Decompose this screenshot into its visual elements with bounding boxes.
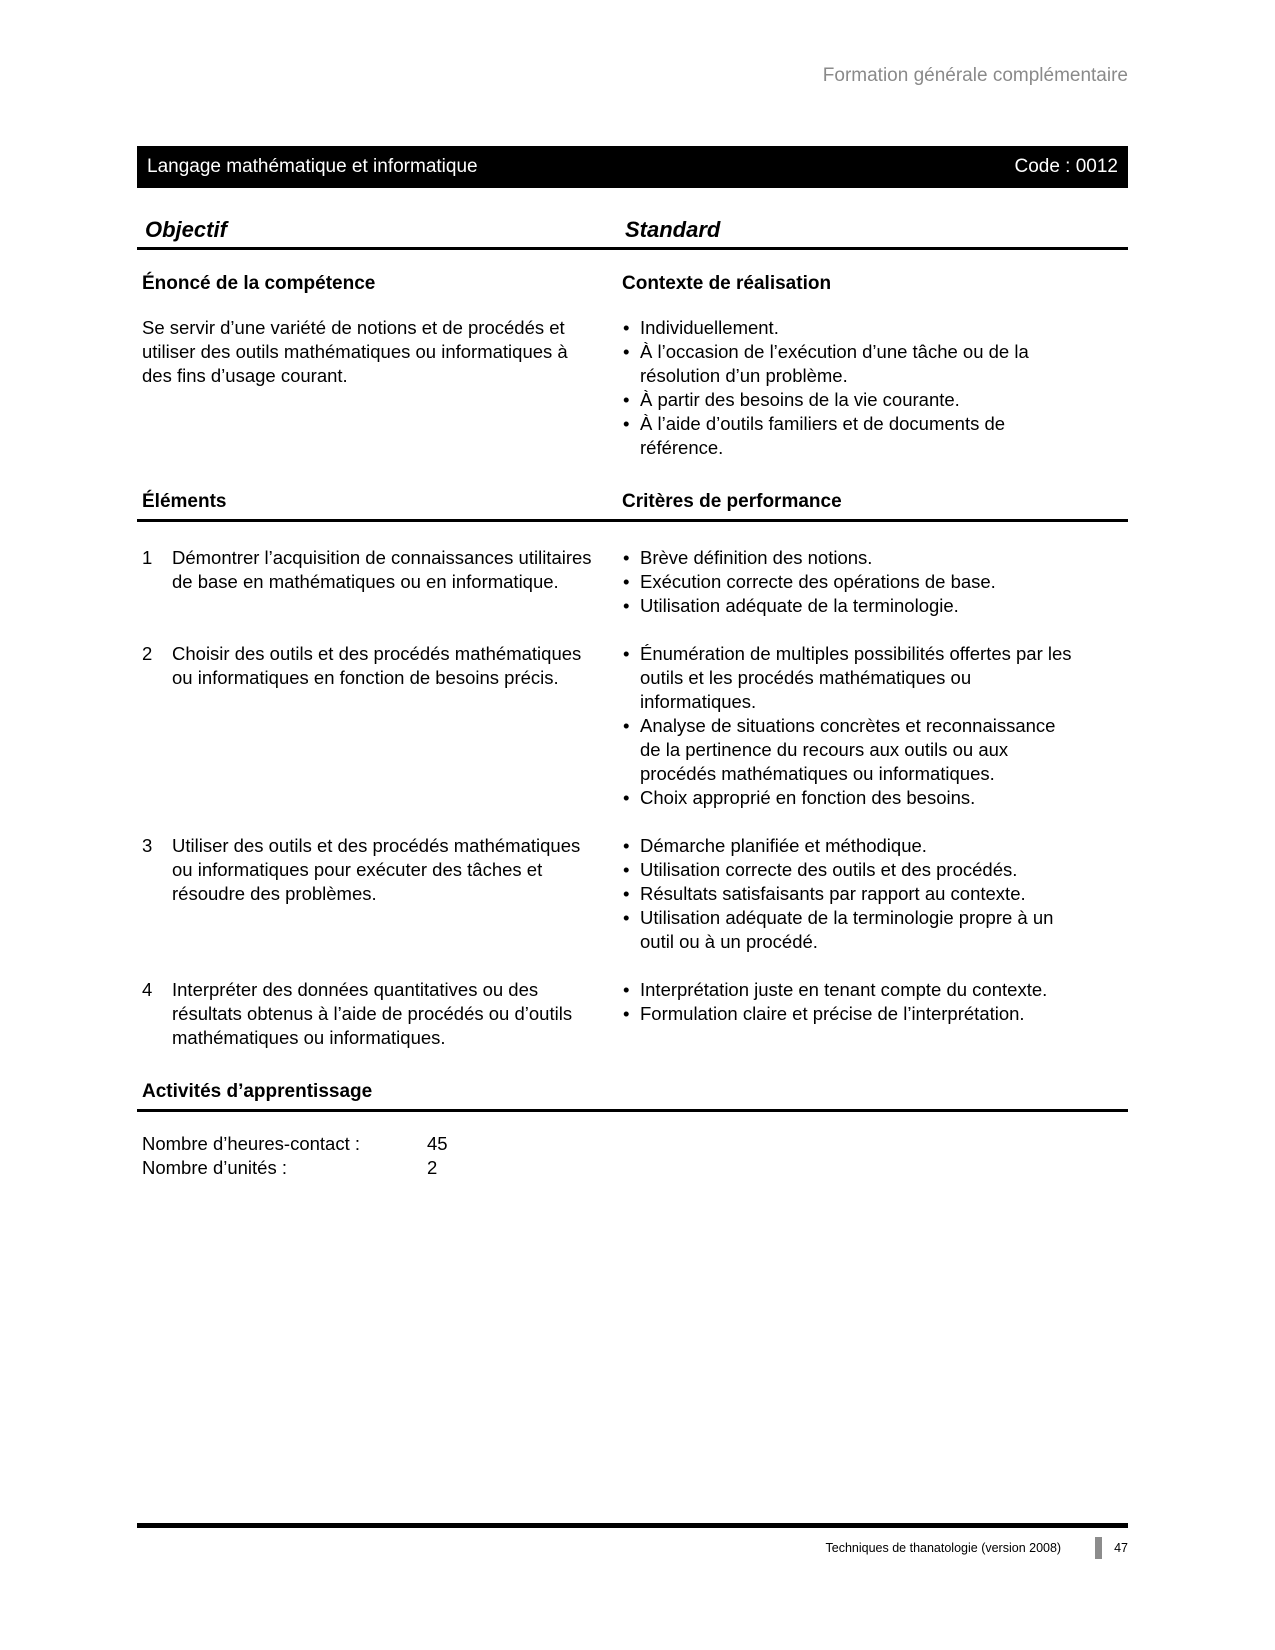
critere-bullet: • Exécution correcte des opérations de base. [617,570,1080,594]
element-number: 1 [142,547,153,568]
elements-criteres-heading-row [137,490,1128,522]
hours-label: Nombre d’heures-contact : [142,1133,360,1154]
element-number: 2 [142,643,153,664]
contexte-heading: Contexte de réalisation [622,273,832,294]
element-row [137,834,1128,954]
element-row [137,642,1128,810]
units-row [142,1156,1128,1180]
element-number: 4 [142,979,153,1000]
criteres-bullet-list [617,642,1080,810]
element-text: Utiliser des outils et des procédés mathématiques ou informatiques pour exécuter des tâches et résoudre des problèmes. [172,835,581,904]
competence-text: Se servir d’une variété de notions et de procédés et utiliser des outils mathématiques ou informatiques à des fins d’usage courant. [142,317,568,386]
units-label: Nombre d’unités : [142,1157,287,1178]
critere-bullet: • Utilisation adéquate de la terminologie propre à un outil ou à un procédé. [617,906,1080,954]
element-number: 3 [142,835,153,856]
critere-bullet: • Utilisation correcte des outils et des procédés. [617,858,1080,882]
footer-doc-label: Techniques de thanatologie (version 2008) [825,1541,1062,1555]
contexte-bullet: • À l’occasion de l’exécution d’une tâche ou de la résolution d’un problème. [617,340,1080,388]
element-text: Démontrer l’acquisition de connaissances utilitaires de base en mathématiques ou en informatique. [172,547,592,592]
units-value: 2 [427,1157,438,1178]
contexte-bullet: • Individuellement. [617,316,1080,340]
criteres-bullet-list [617,546,1080,618]
critere-bullet: • Résultats satisfaisants par rapport au contexte. [617,882,1080,906]
critere-bullet: • Interprétation juste en tenant compte du contexte. [617,978,1080,1002]
elements-heading: Éléments [142,491,227,512]
critere-bullet: • Choix approprié en fonction des besoins. [617,786,1080,810]
objectif-heading: Objectif [145,217,227,242]
course-title: Langage mathématique et informatique [147,156,478,177]
critere-bullet: • Démarche planifiée et méthodique. [617,834,1080,858]
hours-row [142,1132,1128,1156]
footer-rule [137,1523,1128,1528]
activites-heading: Activités d’apprentissage [137,1080,1128,1112]
standard-heading: Standard [625,217,721,242]
page-footer [137,1537,1128,1559]
critere-bullet: • Brève définition des notions. [617,546,1080,570]
footer-separator-bar [1095,1537,1102,1559]
critere-bullet: • Utilisation adéquate de la terminologie. [617,594,1080,618]
element-row [137,978,1128,1050]
criteres-bullet-list [617,978,1080,1026]
competence-contexte-row [137,316,1128,460]
title-bar [137,146,1128,188]
element-row [137,546,1128,618]
footer-page-number: 47 [1114,1541,1128,1555]
contexte-bullet: • À l’aide d’outils familiers et de documents de référence. [617,412,1080,460]
element-text: Choisir des outils et des procédés mathématiques ou informatiques en fonction de besoins précis. [172,643,582,688]
hours-block [137,1132,1128,1180]
criteres-bullet-list [617,834,1080,954]
criteres-heading: Critères de performance [622,491,842,512]
contexte-bullet: • À partir des besoins de la vie courante. [617,388,1080,412]
element-text: Interpréter des données quantitatives ou des résultats obtenus à l’aide de procédés ou d’outils mathématiques ou informatiques. [172,979,573,1048]
course-code: Code : 0012 [1014,156,1118,177]
contexte-bullet-list [617,316,1080,460]
subheading-row [137,272,1128,296]
competence-heading: Énoncé de la compétence [142,273,376,294]
document-page [137,0,1128,1180]
critere-bullet: • Énumération de multiples possibilités offertes par les outils et les procédés mathématiques ou informatiques. [617,642,1080,714]
objectif-standard-heading-row [137,218,1128,250]
hours-value: 45 [427,1133,448,1154]
running-header: Formation générale complémentaire [822,65,1128,86]
critere-bullet: • Formulation claire et précise de l’interprétation. [617,1002,1080,1026]
critere-bullet: • Analyse de situations concrètes et reconnaissance de la pertinence du recours aux outils ou aux procédés mathématiques ou informatiques. [617,714,1080,786]
